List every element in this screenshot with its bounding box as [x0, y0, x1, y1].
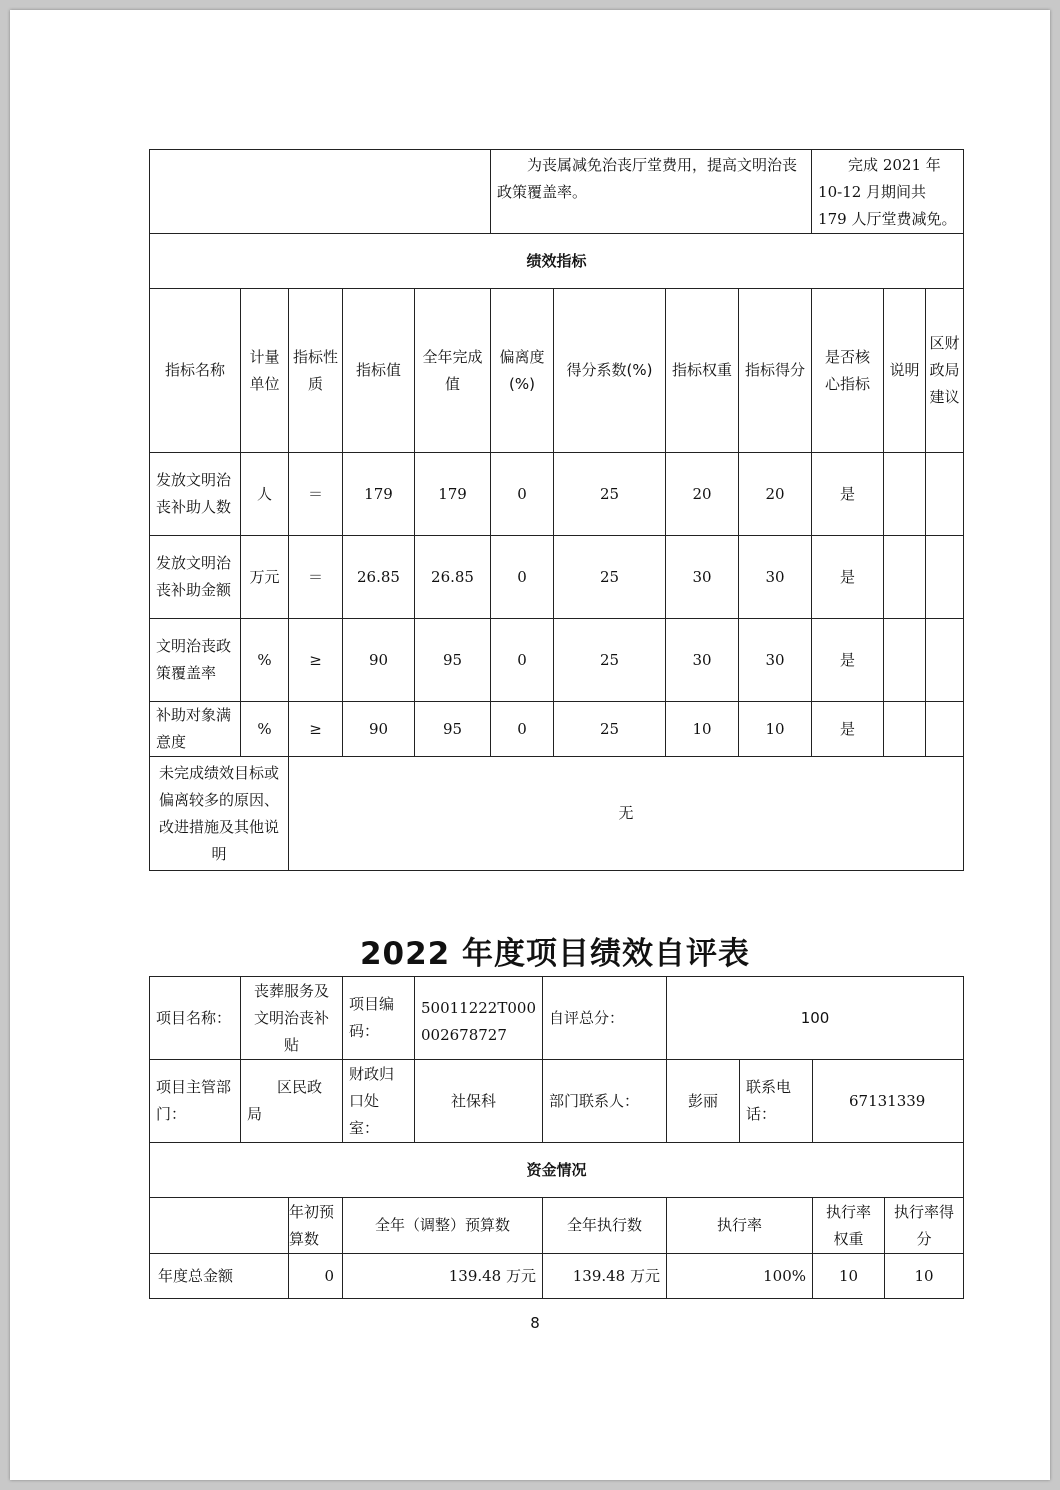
indicator-coefficient: 25: [554, 453, 666, 536]
indicator-advice: [926, 453, 964, 536]
indicator-weight: 30: [666, 619, 739, 702]
header-coefficient: 得分系数(%): [554, 289, 666, 453]
indicator-unit: %: [241, 619, 289, 702]
total-score-label: 自评总分：: [543, 977, 667, 1060]
indicator-target: 26.85: [343, 536, 415, 619]
phone-value: 67131339: [813, 1060, 964, 1143]
funds-header-executed: 全年执行数: [543, 1198, 667, 1254]
table-row: [150, 453, 964, 536]
indicator-nature: ≥: [289, 702, 343, 757]
header-weight: 指标权重: [666, 289, 739, 453]
funds-header-adjusted: 全年（调整）预算数: [343, 1198, 543, 1254]
funds-header-initial: 年初预算数: [289, 1202, 335, 1248]
indicator-unit: 人: [241, 453, 289, 536]
section-title: 绩效指标: [150, 234, 964, 289]
indicator-score: 30: [739, 619, 812, 702]
page-number: 8: [530, 1314, 540, 1332]
reason-value: 无: [289, 757, 964, 871]
total-score-value: 100: [667, 977, 964, 1060]
funds-row-label: 年度总金额: [150, 1254, 289, 1298]
indicator-core: 是: [812, 619, 884, 702]
indicator-core: 是: [812, 536, 884, 619]
phone-label: 联系电话：: [740, 1060, 813, 1143]
indicator-name: 发放文明治丧补助金额: [150, 536, 241, 619]
funds-header-score: 执行率得分: [885, 1198, 964, 1254]
header-core: 是否核心指标: [812, 289, 884, 453]
header-target: 指标值: [343, 289, 415, 453]
header-nature: 指标性质: [289, 289, 343, 453]
header-actual: 全年完成值: [415, 289, 491, 453]
indicator-core: 是: [812, 702, 884, 757]
indicator-name: 发放文明治丧补助人数: [150, 453, 241, 536]
indicator-actual: 26.85: [415, 536, 491, 619]
project-self-evaluation-table: [149, 976, 964, 1299]
indicator-advice: [926, 702, 964, 757]
indicator-advice: [926, 536, 964, 619]
indicator-deviation: 0: [491, 453, 554, 536]
indicator-actual: 95: [415, 619, 491, 702]
funds-row-weight: 10: [813, 1254, 885, 1299]
dept-label: 项目主管部门：: [150, 1060, 241, 1143]
indicator-coefficient: 25: [554, 536, 666, 619]
funds-header-row: [150, 1198, 964, 1254]
goal-text: 为丧属减免治丧厅堂费用，提高文明治丧政策覆盖率。: [491, 150, 812, 234]
indicator-advice: [926, 619, 964, 702]
indicator-deviation: 0: [491, 619, 554, 702]
indicator-target: 90: [343, 619, 415, 702]
project-code-value: 50011222T000002678727: [415, 977, 543, 1060]
indicator-note: [884, 619, 926, 702]
indicator-note: [884, 536, 926, 619]
contact-value: 彭丽: [667, 1060, 740, 1143]
reason-label: 未完成绩效目标或偏离较多的原因、改进措施及其他说明: [150, 757, 289, 871]
result-text: 完成 2021 年 10-12 月期间共 179 人厅堂费减免。: [812, 150, 964, 234]
indicator-unit: %: [241, 702, 289, 757]
header-score: 指标得分: [739, 289, 812, 453]
indicator-coefficient: 25: [554, 702, 666, 757]
table-row: [150, 536, 964, 619]
funds-row-executed: 139.48 万元: [543, 1254, 667, 1299]
funds-header-blank: [150, 1198, 289, 1253]
header-unit: 计量单位: [241, 289, 289, 453]
indicator-weight: 20: [666, 453, 739, 536]
indicator-target: 90: [343, 702, 415, 757]
indicator-note: [884, 453, 926, 536]
header-note: 说明: [884, 289, 926, 453]
indicator-actual: 95: [415, 702, 491, 757]
table-row: [150, 702, 964, 757]
indicator-nature: ≥: [289, 619, 343, 702]
indicator-score: 20: [739, 453, 812, 536]
page-title: 2022 年度项目绩效自评表: [359, 936, 751, 972]
project-name-label: 项目名称：: [150, 977, 241, 1060]
funds-section-title: 资金情况: [150, 1143, 964, 1198]
indicator-actual: 179: [415, 453, 491, 536]
funds-row-score: 10: [885, 1254, 964, 1299]
indicator-name: 文明治丧政策覆盖率: [150, 619, 241, 702]
header-deviation: 偏离度(%): [491, 289, 554, 453]
project-code-label: 项目编码：: [343, 977, 415, 1060]
funds-row-rate: 100%: [667, 1254, 813, 1299]
indicator-deviation: 0: [491, 702, 554, 757]
funds-row-adjusted: 139.48 万元: [343, 1254, 543, 1299]
indicator-weight: 30: [666, 536, 739, 619]
header-indicator-name: 指标名称: [150, 289, 241, 453]
funds-header-weight: 执行率权重: [813, 1198, 885, 1254]
document-page: [10, 10, 1050, 1480]
header-row: [150, 289, 964, 453]
indicator-score: 30: [739, 536, 812, 619]
contact-label: 部门联系人：: [543, 1060, 667, 1143]
blank-cell: [150, 150, 491, 234]
indicator-target: 179: [343, 453, 415, 536]
indicator-core: 是: [812, 453, 884, 536]
performance-indicator-table: [149, 149, 964, 871]
finance-value: 社保科: [415, 1060, 543, 1143]
funds-row-initial: 0: [324, 1267, 334, 1285]
indicator-nature: ＝: [289, 453, 343, 536]
indicator-coefficient: 25: [554, 619, 666, 702]
funds-header-rate: 执行率: [667, 1198, 813, 1254]
indicator-score: 10: [739, 702, 812, 757]
finance-label: 财政归口处室：: [343, 1060, 415, 1143]
table-row: [150, 1254, 964, 1299]
indicator-weight: 10: [666, 702, 739, 757]
dept-value: 区民政局: [241, 1060, 343, 1143]
header-advice: 区财政局建议: [926, 289, 964, 453]
table-row: [150, 619, 964, 702]
project-name-value: 丧葬服务及文明治丧补贴: [241, 977, 343, 1060]
indicator-nature: ＝: [289, 536, 343, 619]
indicator-name: 补助对象满意度: [150, 702, 241, 757]
indicator-note: [884, 702, 926, 757]
indicator-unit: 万元: [241, 536, 289, 619]
indicator-deviation: 0: [491, 536, 554, 619]
